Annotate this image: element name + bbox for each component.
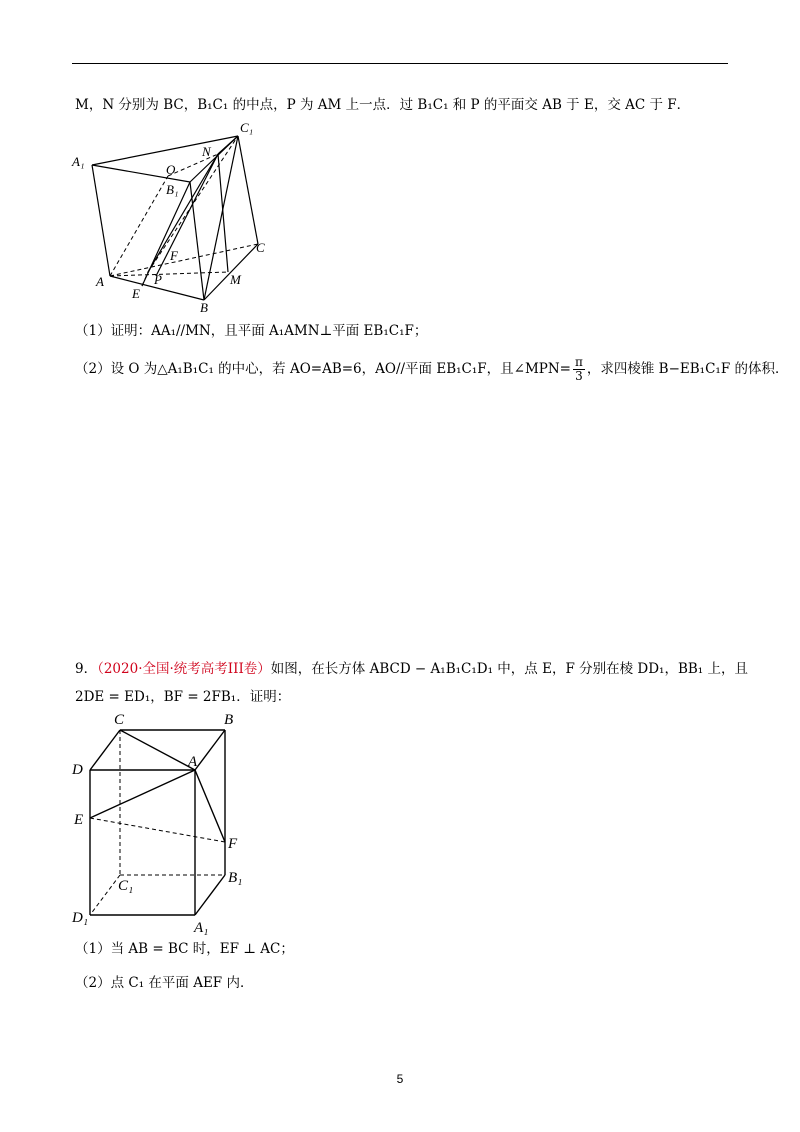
label-A1: A₁ xyxy=(72,154,85,169)
label-E: E xyxy=(74,812,84,828)
q9-part2: （2）点 C₁ 在平面 AEF 内． xyxy=(75,975,254,991)
label-B1: B₁ xyxy=(166,182,179,197)
label-P: P xyxy=(154,272,162,287)
q9-number: 9． xyxy=(75,661,98,677)
label-A: A xyxy=(188,754,198,770)
q8-part2-after: ，求四棱锥 B−EB₁C₁F 的体积． xyxy=(586,361,789,377)
label-M: M xyxy=(230,272,241,287)
label-C1: C₁ xyxy=(118,878,134,894)
q9-line2: 2DE = ED₁，BF = 2FB₁．证明： xyxy=(75,689,291,705)
q9-part1: （1）当 AB = BC 时，EF ⊥ AC； xyxy=(75,941,294,957)
label-F: F xyxy=(170,248,178,263)
q9-cuboid-figure xyxy=(70,710,270,936)
label-A: A xyxy=(96,274,104,289)
q8-intro: M，N 分别为 BC，B₁C₁ 的中点，P 为 AM 上一点．过 B₁C₁ 和 P 的平面交 AB 于 E，交 AC 于 F． xyxy=(75,97,691,113)
label-B1: B₁ xyxy=(228,870,243,886)
label-F: F xyxy=(228,836,238,852)
q8-part2-before: （2）设 O 为△A₁B₁C₁ 的中心，若 AO=AB=6，AO//平面 EB₁C₁F，且∠MPN= xyxy=(75,361,571,377)
label-O: O xyxy=(166,162,176,177)
q8-prism-figure xyxy=(70,116,280,316)
label-C: C xyxy=(114,712,125,728)
label-D: D xyxy=(72,762,83,778)
pi-over-3-fraction: $\frac{\pi}{3}$ xyxy=(574,355,583,383)
q8-part2 xyxy=(75,356,789,383)
q9-source: （2020·全国·统考高考III卷） xyxy=(97,661,271,677)
label-B: B xyxy=(224,712,234,728)
label-D1: D₁ xyxy=(72,910,89,926)
label-B: B xyxy=(200,300,208,315)
q9-line1 xyxy=(75,660,748,678)
label-C: C xyxy=(256,240,265,255)
page-number: 5 xyxy=(396,1072,404,1086)
label-A1: A₁ xyxy=(194,920,209,936)
label-E: E xyxy=(132,286,140,301)
label-N: N xyxy=(202,144,211,159)
label-C1: C₁ xyxy=(240,120,254,135)
q8-part1: （1）证明：AA₁//MN，且平面 A₁AMN⊥平面 EB₁C₁F； xyxy=(75,323,428,339)
q9-stem: 如图，在长方体 ABCD − A₁B₁C₁D₁ 中，点 E，F 分别在棱 DD₁，BB₁ 上，且 xyxy=(270,661,749,677)
header-rule xyxy=(72,63,728,64)
